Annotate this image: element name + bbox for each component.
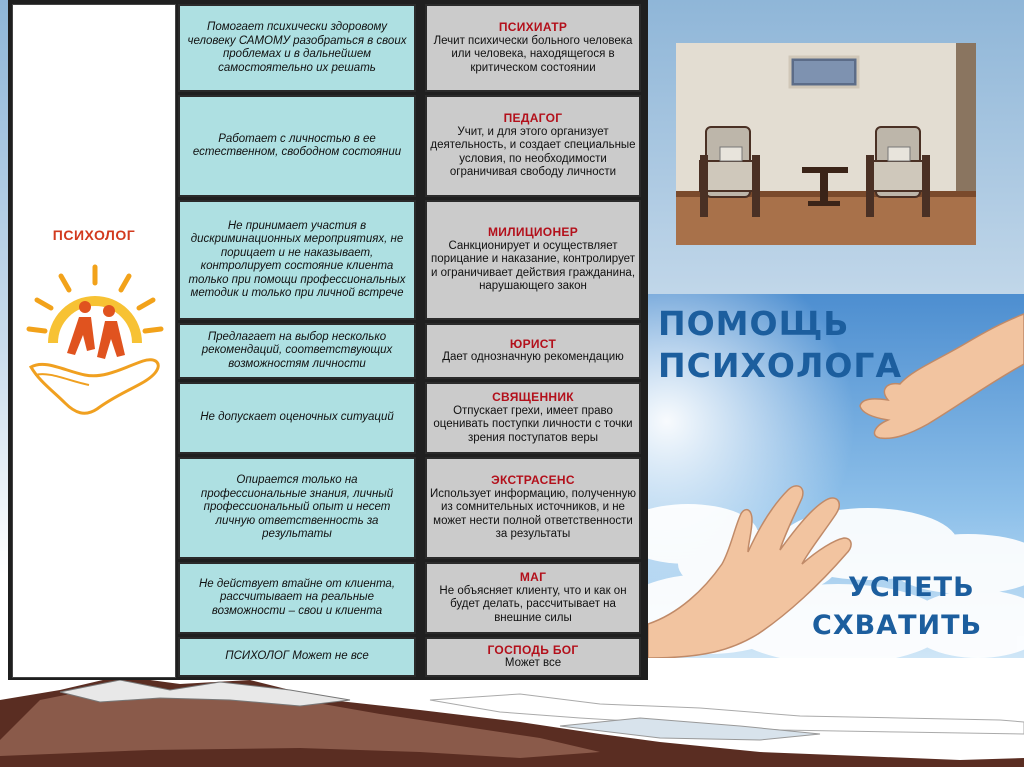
profession-description: Учит, и для этого организует деятельность, и создает специальные условия, по необходимости ограничивая свободу личности — [430, 125, 636, 179]
profession-cell — [425, 95, 641, 197]
profession-description: Санкционирует и осуществляет порицание и наказание, контролирует и ограничивает действия гражданина, нарушающего закон — [430, 239, 636, 293]
psychologist-cell: Работает с личностью в ее естественном, свободном состоянии — [178, 95, 416, 197]
profession-name: ПСИХИАТР — [498, 20, 568, 34]
profession-cell — [425, 637, 641, 677]
profession-name: МИЛИЦИОНЕР — [487, 225, 579, 240]
comparison-table — [8, 0, 648, 680]
psychologist-sun-hand-logo — [25, 263, 165, 423]
profession-description: Использует информацию, полученную из сомнительных источников, и не может нести полной ответственности за результаты — [430, 487, 636, 541]
profession-description: Отпускает грехи, имеет право оценивать поступки личности с точки зрения поступатов веры — [433, 404, 633, 444]
table-row — [178, 323, 644, 379]
profession-name: СВЯЩЕННИК — [492, 390, 574, 404]
table-row — [178, 95, 644, 197]
banner-slogan-line2: СХВАТИТЬ — [812, 610, 983, 641]
psychologist-column — [12, 4, 176, 678]
profession-description: Лечит психически больного человека или человека, находящегося в критическом состоянии — [433, 34, 633, 74]
psychologist-cell: Опирается только на профессиональные знания, личный профессиональный опыт и несет личную ответственность за результаты — [178, 457, 416, 559]
psychologist-label: ПСИХОЛОГ — [52, 227, 136, 243]
profession-name: ПЕДАГОГ — [503, 111, 563, 126]
table-row — [178, 562, 644, 634]
banner-title-line1: ПОМОЩЬ — [658, 304, 850, 343]
profession-description: Не объясняет клиенту, что и как он будет делать, рассчитывает на внешние силы — [439, 584, 627, 624]
banner-slogan-line1: УСПЕТЬ — [848, 572, 975, 603]
banner-title-line2: ПСИХОЛОГА — [658, 346, 902, 385]
psychologist-cell: Не допускает оценочных ситуаций — [178, 382, 416, 454]
psychologist-help-banner — [648, 294, 1024, 658]
profession-name: ЭКСТРАСЕНС — [491, 473, 575, 488]
psychologist-cell: Предлагает на выбор несколько рекомендаций, соответствующих возможностям личности — [178, 323, 416, 379]
table-row — [178, 382, 644, 454]
table-row — [178, 457, 644, 559]
table-row — [178, 4, 644, 92]
psychologist-cell: Помогает психически здоровому человеку САМОМУ разобраться в своих проблемах и в дальнейшем самостоятельно их решать — [178, 4, 416, 92]
profession-cell — [425, 382, 641, 454]
profession-description: Дает однозначную рекомендацию — [442, 351, 624, 363]
psychologist-cell: ПСИХОЛОГ Может не все — [178, 637, 416, 677]
counseling-room-photo — [676, 43, 976, 245]
psychologist-cell: Не действует втайне от клиента, рассчитывает на реальные возможности – свои и клиента — [178, 562, 416, 634]
profession-cell — [425, 323, 641, 379]
profession-name: ЮРИСТ — [509, 336, 557, 351]
psychologist-cell: Не принимает участия в дискриминационных мероприятиях, не порицает и не наказывает, контролирует состояние клиента только при помощи профессиональных методик и только при личной встрече — [178, 200, 416, 320]
profession-description: Может все — [504, 657, 562, 669]
table-row — [178, 637, 644, 677]
profession-cell — [425, 457, 641, 559]
profession-cell — [425, 562, 641, 634]
profession-cell — [425, 200, 641, 320]
table-row — [178, 200, 644, 320]
profession-cell — [425, 4, 641, 92]
profession-name: МАГ — [519, 570, 547, 584]
profession-name: ГОСПОДЬ БОГ — [487, 642, 579, 657]
